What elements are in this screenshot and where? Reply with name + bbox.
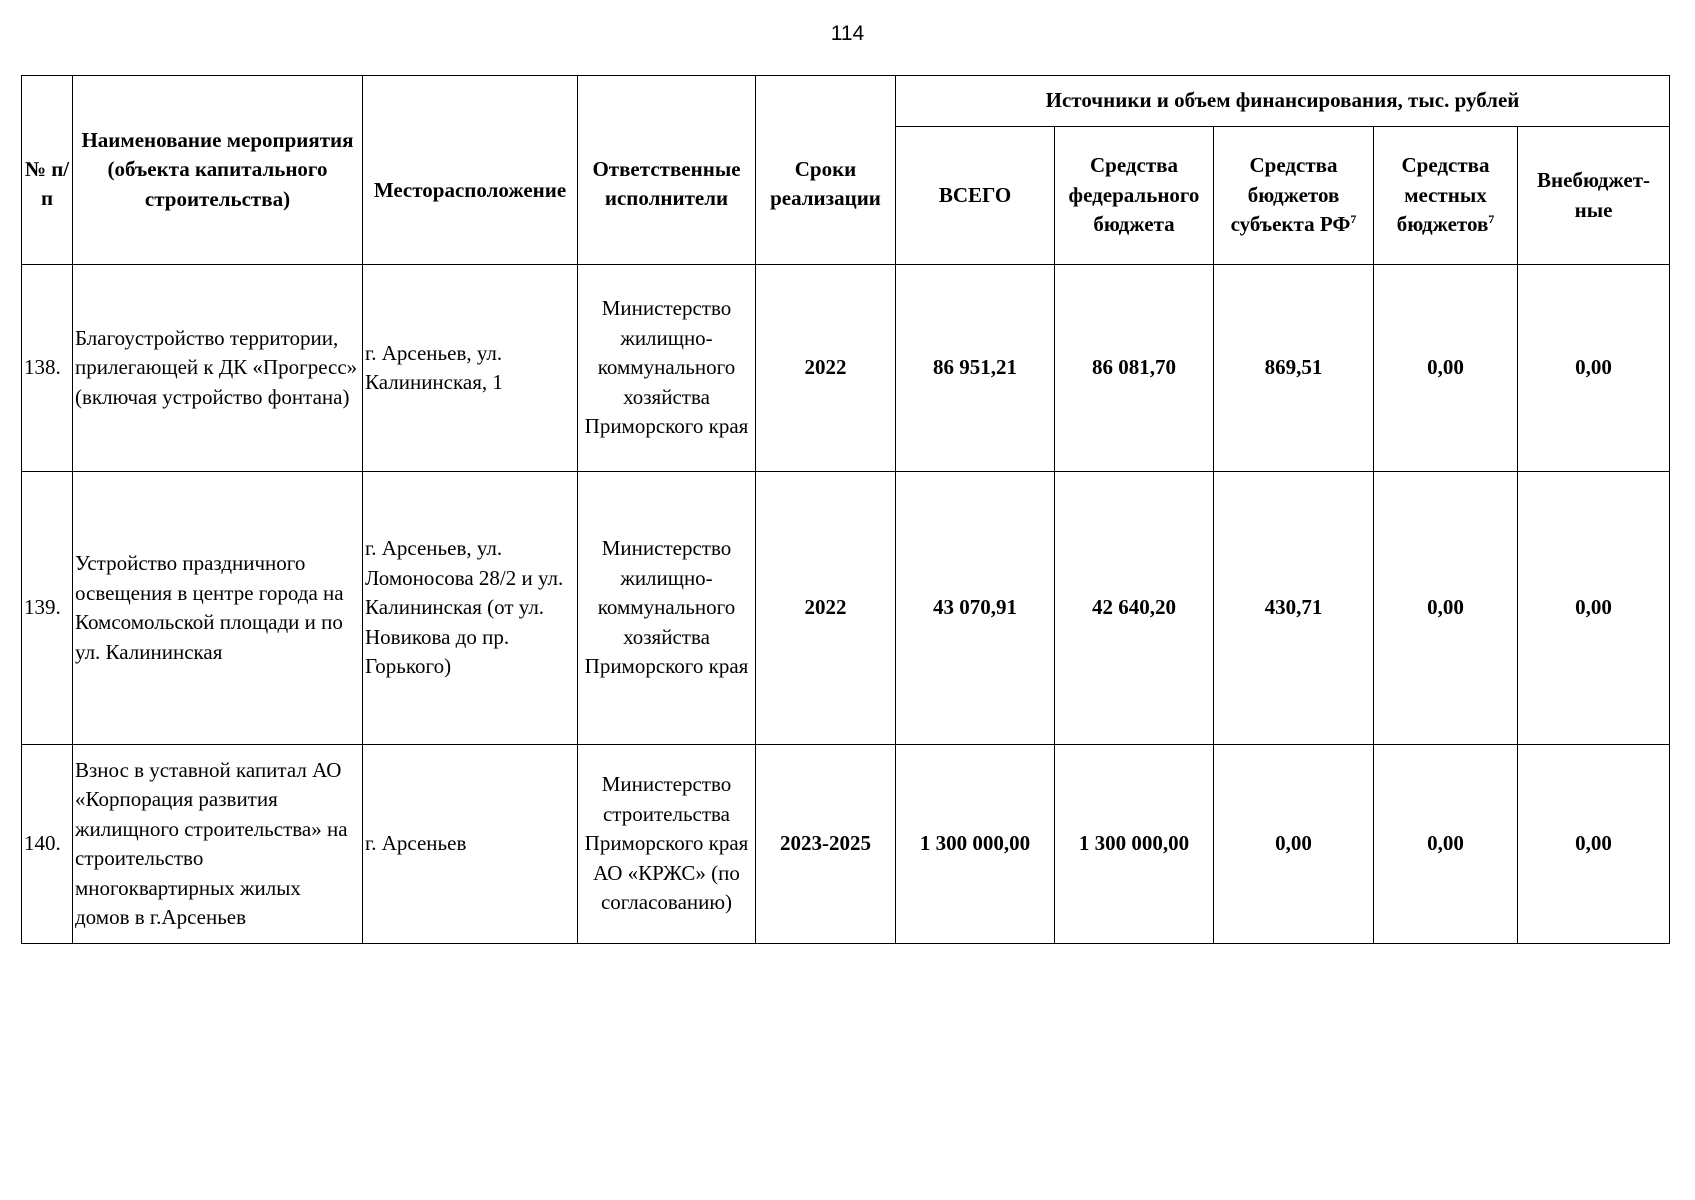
row-extra: 0,00 [1518,745,1670,944]
row-local: 0,00 [1374,472,1518,745]
header-regional-label: Средства бюджетов субъекта РФ [1230,153,1351,237]
row-responsible: Министерство жилищно-коммунального хозяйства Приморского края [578,265,756,472]
table-row [22,265,1670,472]
row-total: 1 300 000,00 [896,745,1055,944]
row-extra: 0,00 [1518,472,1670,745]
row-responsible: Министерство жилищно-коммунального хозяйства Приморского края [578,472,756,745]
row-num: 138. [22,265,73,472]
header-regional-note: 7 [1350,212,1357,227]
row-federal: 1 300 000,00 [1055,745,1214,944]
header-local [1374,127,1518,265]
header-extra: Внебюджет-ные [1518,127,1670,265]
header-funding-group: Источники и объем финансирования, тыс. рублей [896,76,1670,127]
row-period: 2022 [756,472,896,745]
table-row [22,745,1670,944]
row-extra: 0,00 [1518,265,1670,472]
row-period: 2022 [756,265,896,472]
header-location: Месторасположение [363,76,578,265]
header-period: Сроки реализации [756,76,896,265]
row-location: г. Арсеньев, ул. Калининская, 1 [363,265,578,472]
row-regional: 0,00 [1214,745,1374,944]
row-total: 43 070,91 [896,472,1055,745]
row-local: 0,00 [1374,265,1518,472]
row-responsible: Министерство строительства Приморского края АО «КРЖС» (по согласованию) [578,745,756,944]
row-regional: 430,71 [1214,472,1374,745]
header-regional [1214,127,1374,265]
table-row [22,472,1670,745]
header-num: № п/п [22,76,73,265]
header-federal: Средства федерального бюджета [1055,127,1214,265]
row-location: г. Арсеньев, ул. Ломоносова 28/2 и ул. Калининская (от ул. Новикова до пр. Горького) [363,472,578,745]
row-federal: 42 640,20 [1055,472,1214,745]
row-federal: 86 081,70 [1055,265,1214,472]
row-regional: 869,51 [1214,265,1374,472]
header-responsible: Ответственные исполнители [578,76,756,265]
row-name: Взнос в уставной капитал АО «Корпорация развития жилищного строительства» на строительство многоквартирных жилых домов в г.Арсеньев [73,745,363,944]
header-local-note: 7 [1488,212,1495,227]
header-total: ВСЕГО [896,127,1055,265]
row-location: г. Арсеньев [363,745,578,944]
header-local-label: Средства местных бюджетов [1396,153,1490,237]
page-number: 114 [830,22,865,45]
header-row-top [22,76,1670,127]
header-name: Наименование мероприятия (объекта капитального строительства) [73,76,363,265]
row-period: 2023-2025 [756,745,896,944]
funding-table [21,75,1670,944]
row-total: 86 951,21 [896,265,1055,472]
row-name: Благоустройство территории, прилегающей к ДК «Прогресс» (включая устройство фонтана) [73,265,363,472]
row-num: 140. [22,745,73,944]
row-name: Устройство праздничного освещения в центре города на Комсомольской площади и по ул. Калининская [73,472,363,745]
row-local: 0,00 [1374,745,1518,944]
row-num: 139. [22,472,73,745]
